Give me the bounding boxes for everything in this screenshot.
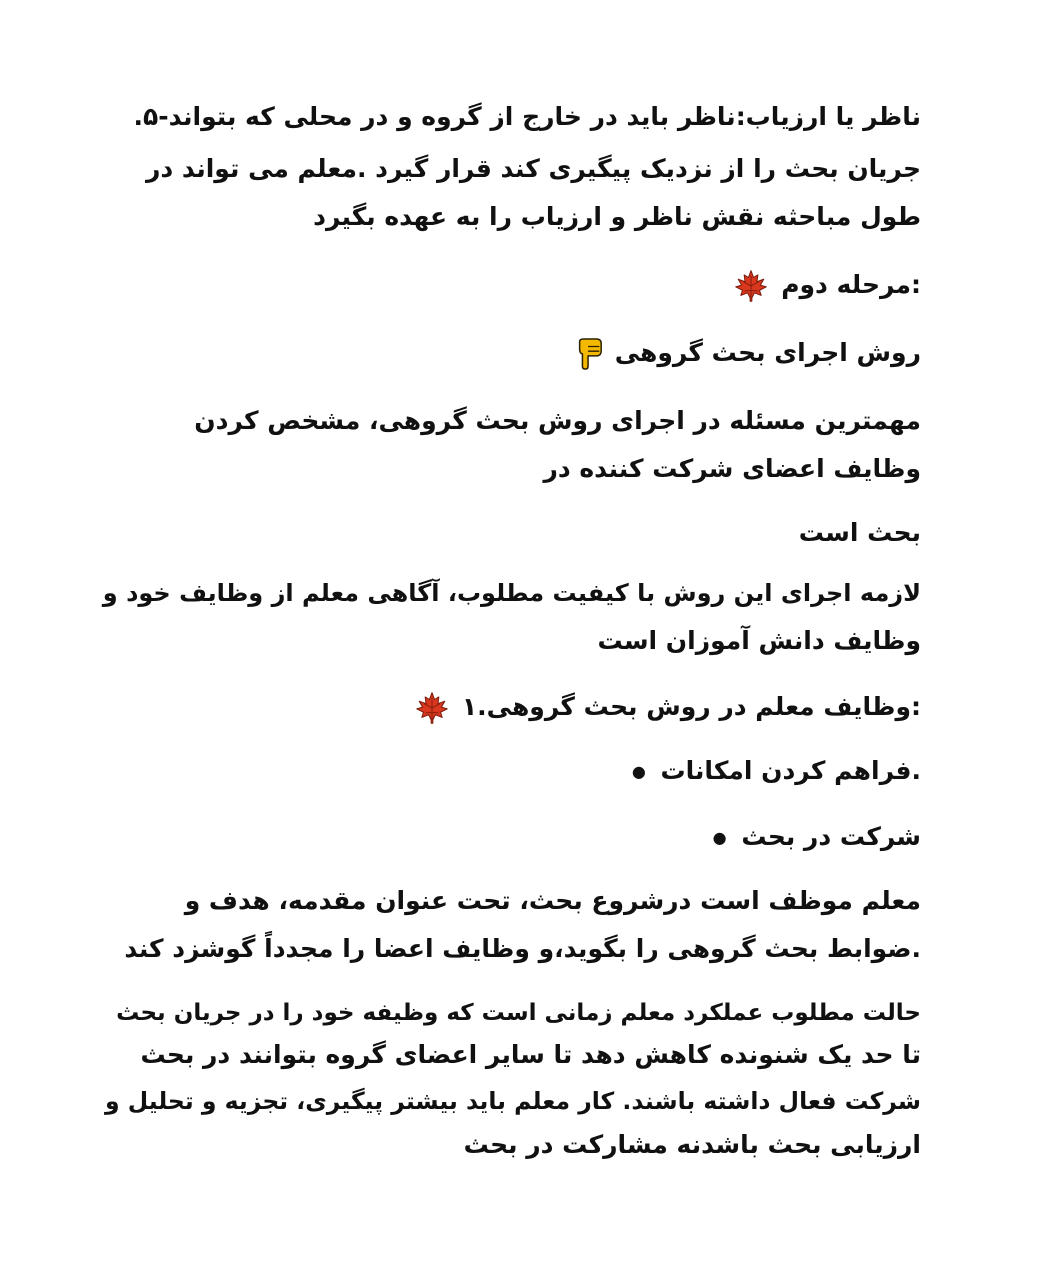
teacher-duties-label: :وظایف معلم در روش بحث گروهی.۱ (461, 692, 921, 721)
paragraph-5-line-3: شرکت فعال داشته باشند. کار معلم باید بیشتر پیگیری، تجزیه و تحلیل و (104, 1087, 921, 1115)
maple-leaf-icon (415, 691, 449, 725)
maple-leaf-icon (734, 269, 768, 303)
stage-two-heading (730, 262, 921, 308)
paragraph-3-line-1: لازمه اجرای این روش با کیفیت مطلوب، آگاهی معلم از وظایف خود و (102, 579, 921, 607)
bullet-item-1-text: .فراهم کردن امکانات (660, 756, 921, 785)
bullet-item-1 (632, 748, 921, 794)
paragraph-4-line-2: .ضوابط بحث گروهی را بگوید،و وظایف اعضا را مجدداً گوشزد کند (124, 934, 921, 963)
paragraph-2-line-2: وظایف اعضای شرکت کننده در (543, 454, 921, 483)
bullet-item-2 (713, 814, 921, 860)
paragraph-1-line-2: جریان بحث را از نزدیک پیگیری کند قرار گیرد .معلم می تواند در (145, 154, 921, 183)
paragraph-2-line-1: مهمترین مسئله در اجرای روش بحث گروهی، مشخص کردن (194, 406, 921, 435)
paragraph-1-line-3: طول مباحثه نقش ناظر و ارزیاب را به عهده بگیرد (313, 202, 921, 231)
paragraph-3-line-2: وظایف دانش آموزان است (597, 626, 921, 655)
paragraph-2-line-3: بحث است (798, 518, 921, 547)
paragraph-1-line-1: ناظر یا ارزیاب:ناظر باید در خارج از گروه و در محلی که بتواند-۵. (133, 102, 921, 131)
bullet-glyph: ● (712, 828, 727, 847)
paragraph-5-line-2: تا حد یک شنونده کاهش دهد تا سایر اعضای گروه بتوانند در بحث (140, 1040, 921, 1069)
paragraph-4-line-1: معلم موظف است درشروع بحث، تحت عنوان مقدمه، هدف و (184, 886, 921, 915)
paragraph-5-line-4: ارزیابی بحث باشدنه مشارکت در بحث (463, 1130, 921, 1159)
teacher-duties-heading (411, 684, 921, 730)
bullet-glyph: ● (631, 762, 646, 781)
pointing-down-hand-icon (574, 338, 604, 370)
stage-two-label: :مرحله دوم (781, 270, 921, 299)
paragraph-5-line-1: حالت مطلوب عملکرد معلم زمانی است که وظیفه خود را در جریان بحث (116, 1000, 921, 1026)
method-heading-label: روش اجرای بحث گروهی (614, 338, 921, 367)
method-heading (574, 330, 921, 376)
bullet-item-2-text: شرکت در بحث (741, 822, 921, 851)
